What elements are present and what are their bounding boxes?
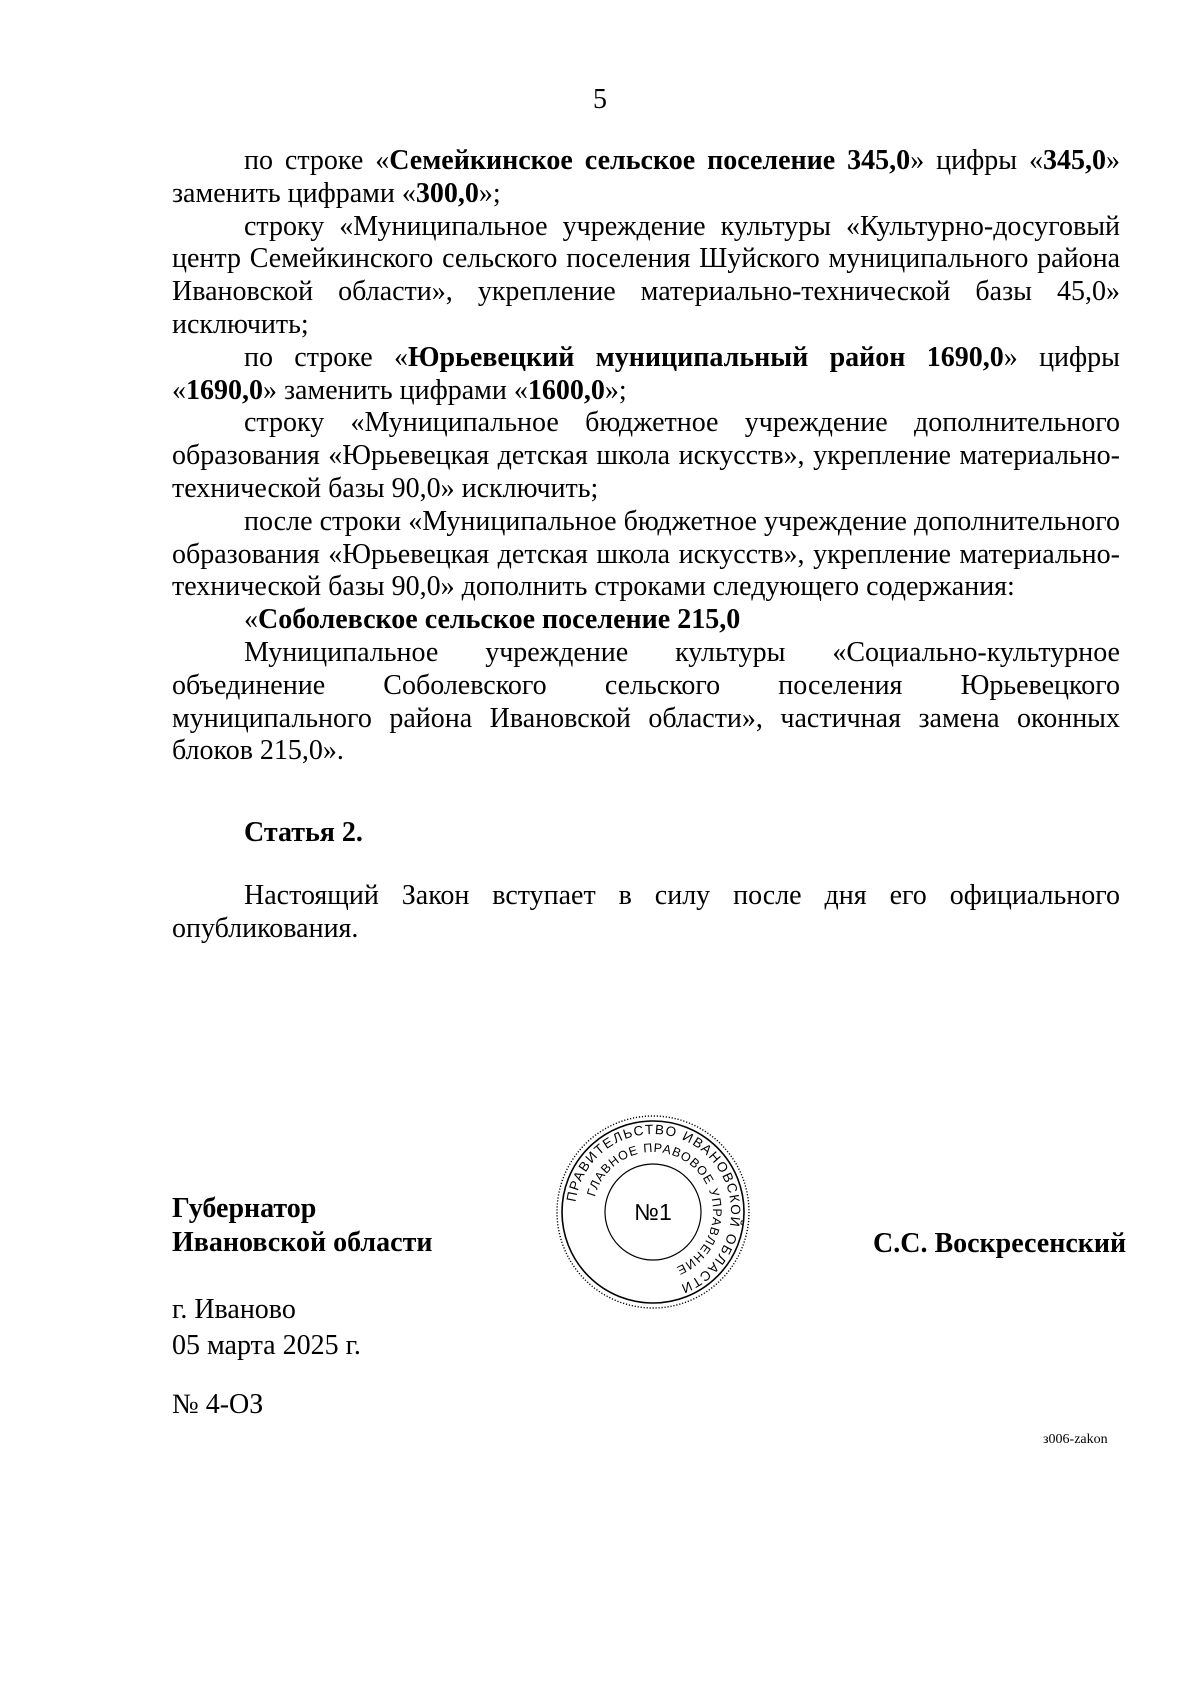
text-fragment: »;	[604, 374, 627, 406]
page-number: 5	[593, 84, 607, 115]
bold-fragment: 1690,0	[186, 374, 263, 406]
paragraph-exclude-school: строку «Муниципальное бюджетное учреждение дополнительного образования «Юрьевецкая детская школа искусств», укрепление материально-технической базы 90,0» исключить;	[172, 407, 1120, 504]
seal-inner-textpath: ГЛАВНОЕ ПРАВОВОЕ УПРАВЛЕНИЕ	[584, 1140, 725, 1278]
signatory-title-line: Губернатор	[172, 1193, 317, 1224]
article-heading: Статья 2.	[244, 817, 363, 849]
signatory-title-line: Ивановской области	[172, 1227, 433, 1258]
law-number: № 4-ОЗ	[172, 1389, 264, 1420]
text-fragment: по строке «	[244, 341, 408, 373]
signatory-title	[172, 1192, 432, 1260]
official-seal	[553, 1112, 753, 1312]
text-fragment: » цифры «	[910, 145, 1043, 176]
text-fragment: «	[244, 604, 258, 636]
text-fragment: »;	[478, 177, 501, 209]
bold-fragment: 1600,0	[527, 374, 605, 406]
paragraph-semeykino	[172, 145, 1120, 211]
document-code: з006-zakon	[1043, 1432, 1108, 1447]
bold-fragment: 345,0	[1043, 145, 1106, 176]
text-fragment: » заменить цифрами «	[263, 374, 528, 406]
paragraph-exclude-kdc: строку «Муниципальное учреждение культуры «Культурно-досуговый центр Семейкинского сельского поселения Шуйского муниципального района Ивановской области», укрепление материально-технической базы 45,0» исключить;	[172, 210, 1120, 340]
signing-place: г. Иваново	[172, 1294, 296, 1325]
bold-fragment: Юрьевецкий муниципальный район 1690,0	[407, 341, 1004, 373]
bold-fragment: Соболевское сельское поселение 215,0	[258, 604, 741, 636]
seal-number: №1	[634, 1199, 672, 1225]
signing-date: 05 марта 2025 г.	[172, 1330, 361, 1361]
article-text: Настоящий Закон вступает в силу после дня его официального опубликования.	[172, 879, 1120, 944]
paragraph-yurevets	[172, 342, 1120, 408]
seal-outer-textpath: ПРАВИТЕЛЬСТВО ИВАНОВСКОЙ ОБЛАСТИ	[563, 1121, 744, 1297]
bold-fragment: Семейкинское сельское поселение 345,0	[389, 145, 911, 176]
place-date-block	[172, 1292, 361, 1364]
bold-fragment: 300,0	[415, 177, 479, 209]
document-body	[172, 145, 1120, 946]
signatory-name: С.С. Воскресенский	[873, 1228, 1127, 1259]
text-fragment: » заменить цифрами «	[172, 145, 1120, 209]
text-fragment: по строке «	[244, 145, 390, 176]
paragraph-sobolevo-heading	[172, 604, 1120, 637]
paragraph-add-lines: после строки «Муниципальное бюджетное учреждение дополнительного образования «Юрьевецкая детская школа искусств», укрепление материально-технической базы 90,0» дополнить строками следующего содержания:	[172, 505, 1120, 603]
paragraph-sobolevo-item: Муниципальное учреждение культуры «Социально-культурное объединение Соболевского сельского поселения Юрьевецкого муниципального района Ивановской области», частичная замена оконных блоков 215,0».	[172, 636, 1120, 767]
text-fragment: » цифры «	[172, 341, 1120, 406]
